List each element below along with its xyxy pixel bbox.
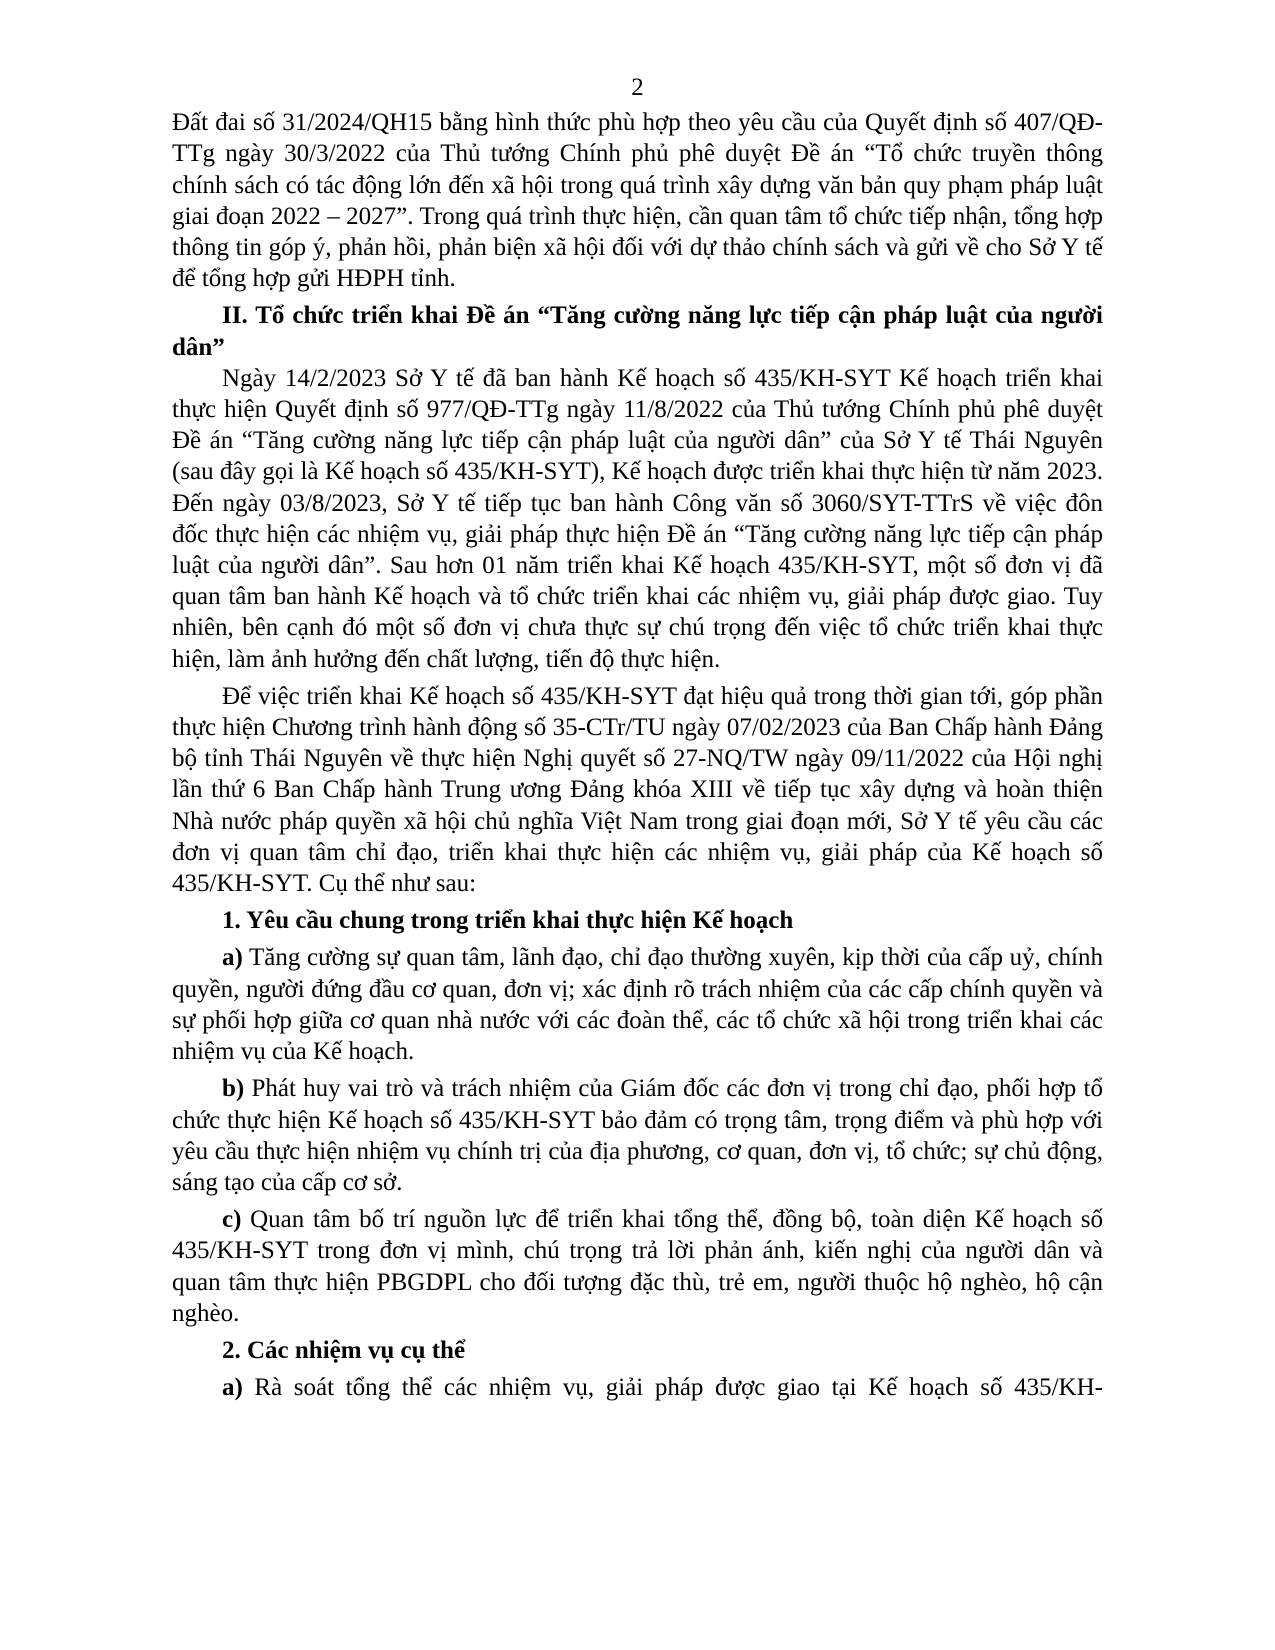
task-a-label: a) [222,1374,243,1402]
item-a-text: Tăng cường sự quan tâm, lãnh đạo, chỉ đạo thường xuyên, kịp thời của cấp uỷ, chính quyền, người đứng đầu cơ quan, đơn vị; xác định rõ trách nhiệm của các cấp chính quyền và sự phối hợp giữa cơ quan nhà nước với các đoàn thể, các tổ chức xã hội trong triển khai các nhiệm vụ của Kế hoạch. [172,944,1103,1066]
task-a-text: Rà soát tổng thể các nhiệm vụ, giải pháp được giao tại Kế hoạch số 435/KH- [242,1374,1103,1402]
heading-general-requirements: 1. Yêu cầu chung trong triển khai thực hiện Kế hoạch [222,907,794,935]
section-heading-ii: II. Tổ chức triển khai Đề án “Tăng cường năng lực tiếp cận pháp luật của người dân” [172,302,1103,361]
item-a [172,942,1103,1067]
item-b-label: b) [222,1075,245,1103]
paragraph-plan-435: Ngày 14/2/2023 Sở Y tế đã ban hành Kế hoạch số 435/KH-SYT Kế hoạch triển khai thực hiện Quyết định số 977/QĐ-TTg ngày 11/8/2022 của Thủ tướng Chính phủ phê duyệt Đề án “Tăng cường năng lực tiếp cận pháp luật của người dân” của Sở Y tế Thái Nguyên (sau đây gọi là Kế hoạch số 435/KH-SYT), Kế hoạch được triển khai thực hiện từ năm 2023. Đến ngày 03/8/2023, Sở Y tế tiếp tục ban hành Công văn số 3060/SYT-TTrS về việc đôn đốc thực hiện các nhiệm vụ, giải pháp thực hiện Đề án “Tăng cường năng lực tiếp cận pháp luật của người dân”. Sau hơn 01 năm triển khai Kế hoạch 435/KH-SYT, một số đơn vị đã quan tâm ban hành Kế hoạch và tổ chức triển khai các nhiệm vụ, giải pháp được giao. Tuy nhiên, bên cạnh đó một số đơn vị chưa thực sự chú trọng đến việc tổ chức triển khai thực hiện, làm ảnh hưởng đến chất lượng, tiến độ thực hiện. [172,364,1103,673]
item-c-text: Quan tâm bố trí nguồn lực để triển khai tổng thể, đồng bộ, toàn diện Kế hoạch số 435/KH-SYT trong đơn vị mình, chú trọng trả lời phản ánh, kiến nghị của người dân và quan tâm thực hiện PBGDPL cho đối tượng đặc thù, trẻ em, người thuộc hộ nghèo, hộ cận nghèo. [172,1206,1103,1327]
heading-specific-tasks: 2. Các nhiệm vụ cụ thể [222,1336,466,1364]
item-c-label: c) [222,1206,242,1234]
paragraph-requirements: Để việc triển khai Kế hoạch số 435/KH-SYT đạt hiệu quả trong thời gian tới, góp phần thực hiện Chương trình hành động số 35-CTr/TU ngày 07/02/2023 của Ban Chấp hành Đảng bộ tỉnh Thái Nguyên về thực hiện Nghị quyết số 27-NQ/TW ngày 09/11/2022 của Hội nghị lần thứ 6 Ban Chấp hành Trung ương Đảng khóa XIII về tiếp tục xây dựng và hoàn thiện Nhà nước pháp quyền xã hội chủ nghĩa Việt Nam trong giai đoạn mới, Sở Y tế yêu cầu các đơn vị quan tâm chỉ đạo, triển khai thực hiện các nhiệm vụ, giải pháp của Kế hoạch số 435/KH-SYT. Cụ thể như sau: [172,682,1103,898]
paragraph-intro: Đất đai số 31/2024/QH15 bằng hình thức phù hợp theo yêu cầu của Quyết định số 407/QĐ-TTg ngày 30/3/2022 của Thủ tướng Chính phủ phê duyệt Đề án “Tổ chức truyền thông chính sách có tác động lớn đến xã hội trong quá trình xây dựng văn bản quy phạm pháp luật giai đoạn 2022 – 2027”. Trong quá trình thực hiện, cần quan tâm tổ chức tiếp nhận, tổng hợp thông tin góp ý, phản hồi, phản biện xã hội đối với dự thảo chính sách và gửi về cho Sở Y tế để tổng hợp gửi HĐPH tỉnh. [172,109,1103,293]
task-a [172,1372,1103,1403]
item-c [172,1204,1103,1329]
item-b-text: Phát huy vai trò và trách nhiệm của Giám đốc các đơn vị trong chỉ đạo, phối hợp tổ chức thực hiện Kế hoạch số 435/KH-SYT bảo đảm có trọng tâm, trọng điểm và phù hợp với yêu cầu thực hiện nhiệm vụ chính trị của địa phương, cơ quan, đơn vị, tổ chức; sự chủ động, sáng tạo của cấp cơ sở. [172,1075,1103,1196]
item-b [172,1073,1103,1198]
page-number: 2 [631,74,644,101]
item-a-label: a) [222,944,243,972]
